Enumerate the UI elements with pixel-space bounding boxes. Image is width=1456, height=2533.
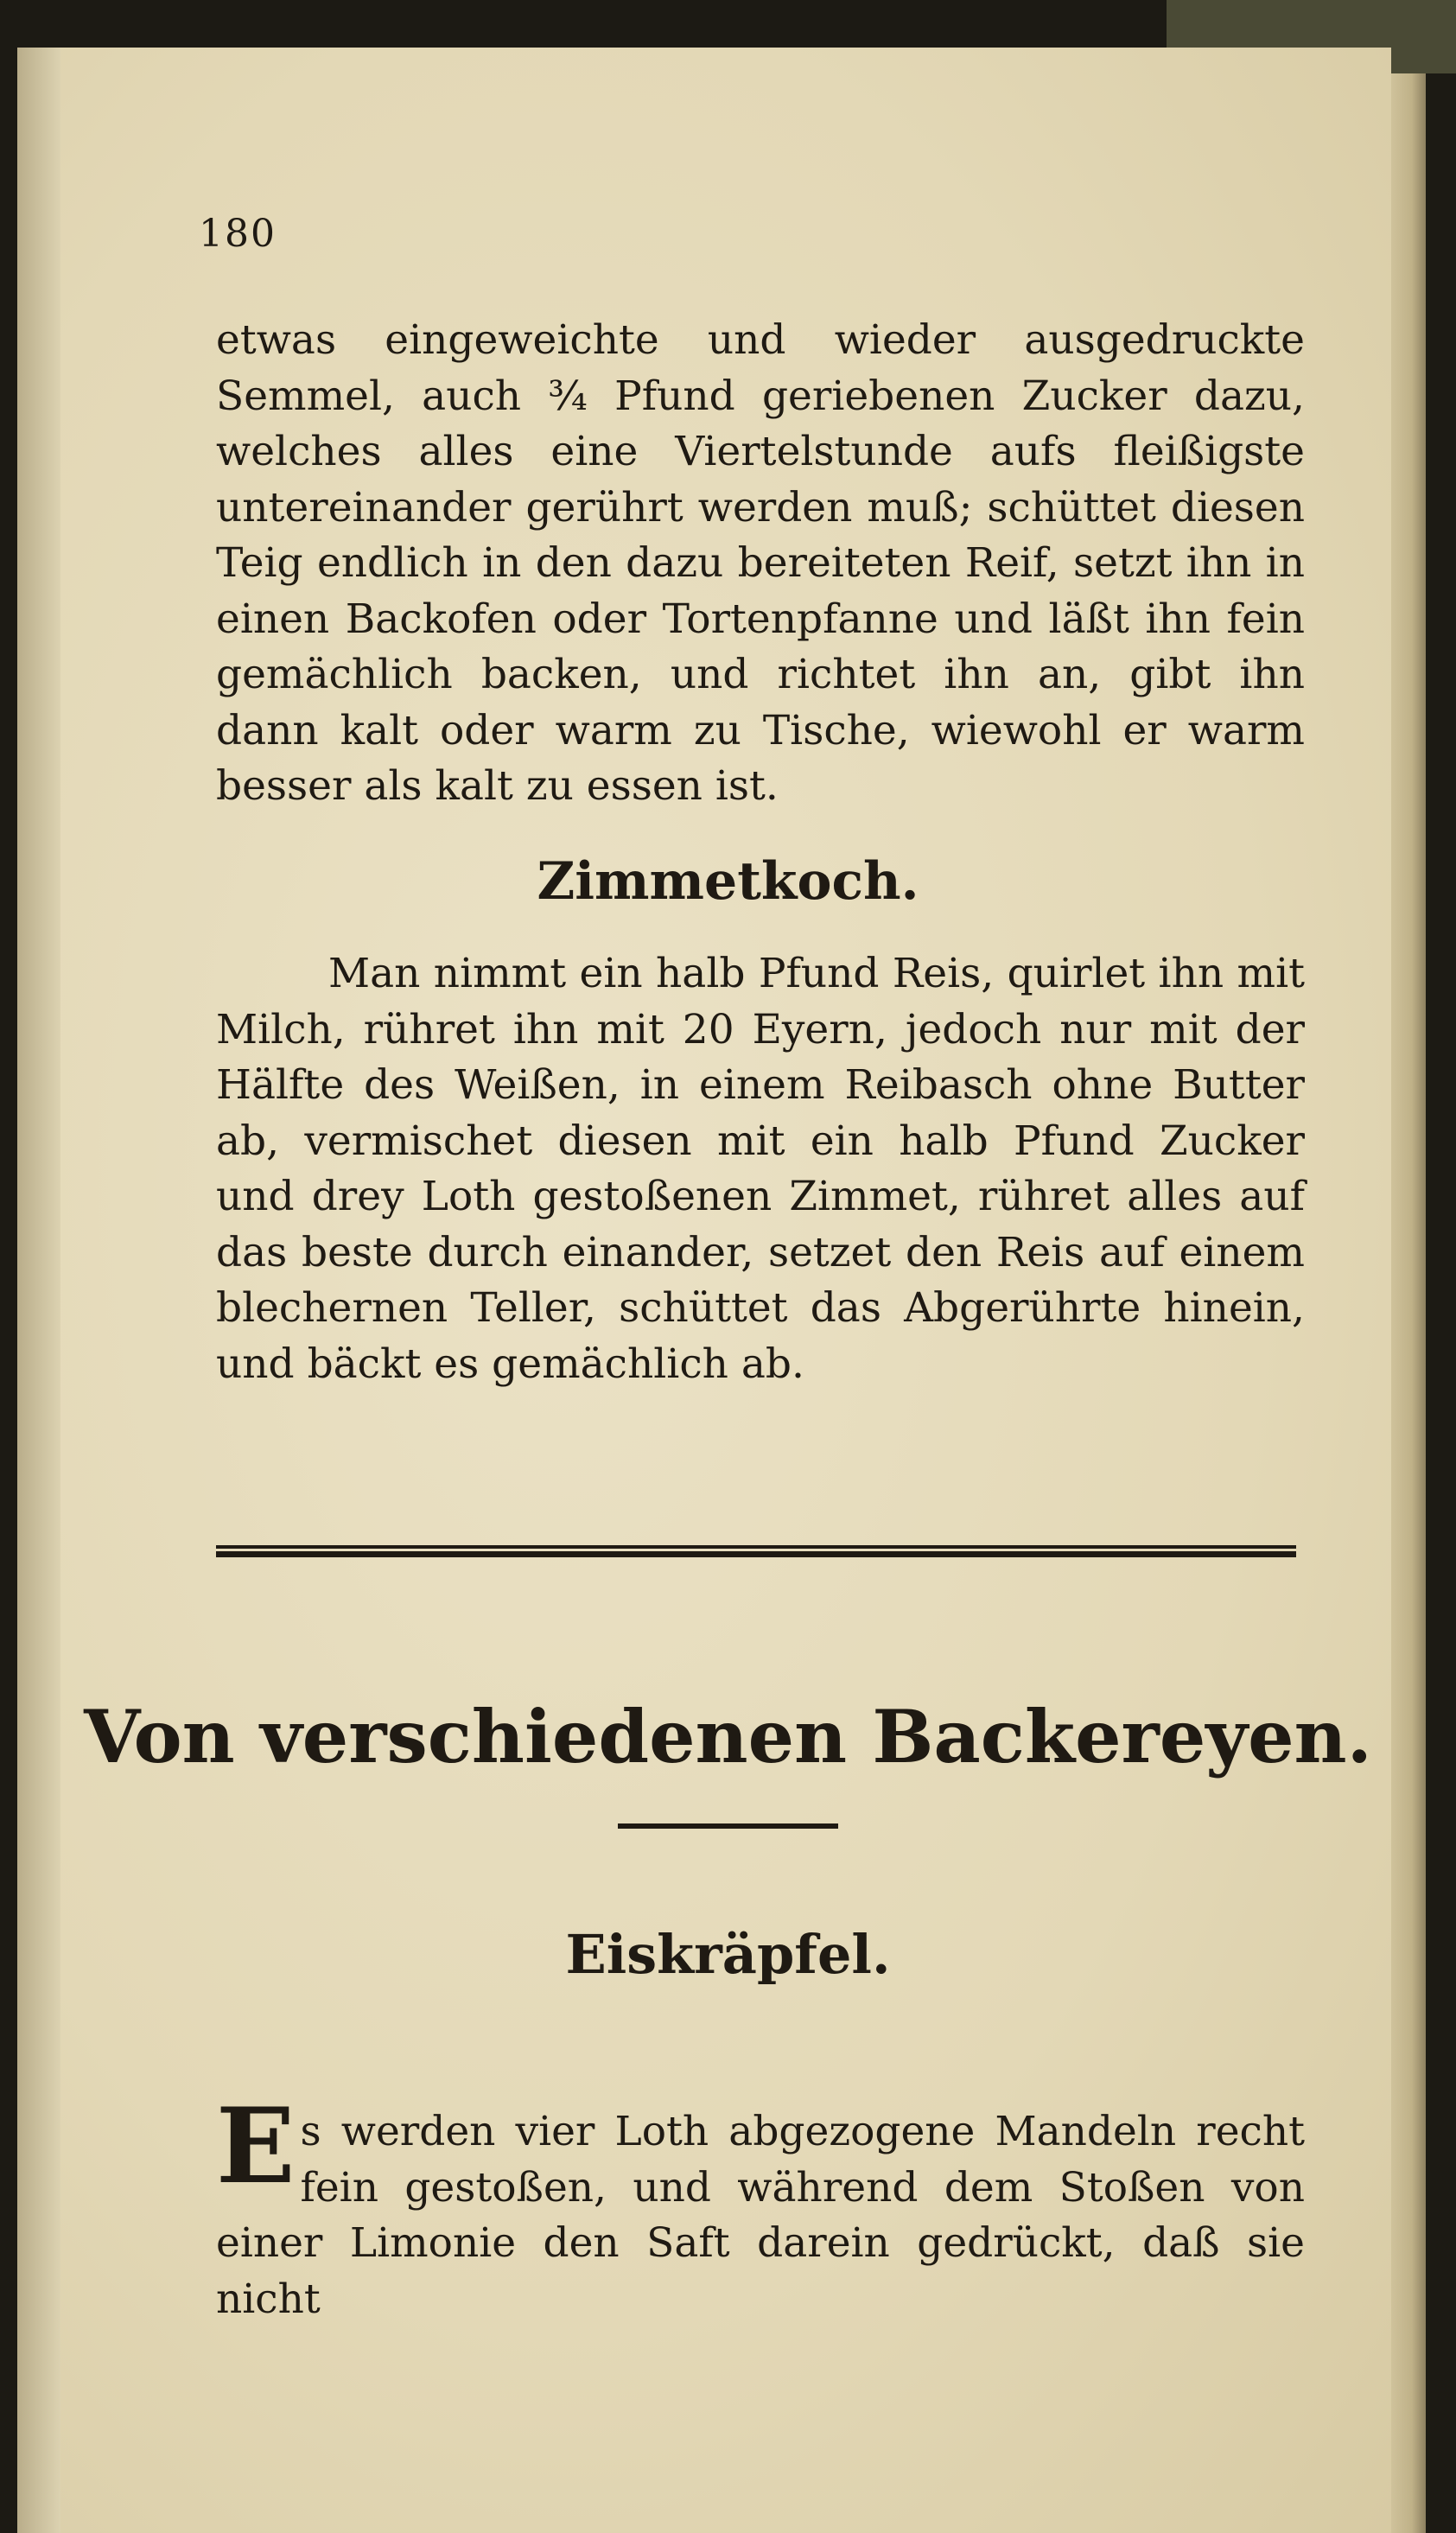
page-number: 180: [199, 212, 277, 256]
page-edge: [1391, 73, 1426, 2533]
paragraph-1: etwas eingeweichte und wieder ausgedruckte Semmel, auch ¾ Pfund geriebenen Zucker dazu, welches alles eine Viertelstunde aufs fleißigste untereinander gerührt werden muß; schüttet diesen Teig endlich in den dazu bereiteten Reif, setzt ihn in einen Backofen oder Tortenpfanne und läßt ihn fein gemächlich backen, und richtet ihn an, gibt ihn dann kalt oder warm zu Tische, wiewohl er warm besser als kalt zu essen ist.: [216, 316, 1305, 810]
paragraph-3-text: s werden vier Loth abgezogene Mandeln recht fein gestoßen, und während dem Stoßen von einer Limonie den Saft darein gedrückt, daß sie nicht: [216, 2108, 1305, 2323]
page-binding: [17, 48, 60, 2533]
paragraph-2: Man nimmt ein halb Pfund Reis, quirlet ihn mit Milch, rühret ihn mit 20 Eyern, jedoch nur mit der Hälfte des Weißen, in einem Reibasch ohne Butter ab, vermischet diesen mit ein halb Pfund Zucker und drey Loth gestoßenen Zimmet, rühret alles auf das beste durch einander, setzet den Reis auf einem blechernen Teller, schüttet das Abgerührte hinein, und bäckt es gemächlich ab.: [216, 950, 1305, 1388]
paragraph-3: [216, 2085, 1305, 2327]
recipe-heading-zimmetkoch: Zimmetkoch.: [537, 851, 919, 912]
recipe-heading-eiskraepfel: Eiskräpfel.: [565, 1923, 891, 1986]
drop-cap-initial: E: [216, 2085, 296, 2207]
section-title: Von verschiedenen Backereyen.: [84, 1694, 1372, 1779]
section-divider-rule: [216, 1545, 1296, 1557]
title-underline-rule: [618, 1823, 838, 1829]
